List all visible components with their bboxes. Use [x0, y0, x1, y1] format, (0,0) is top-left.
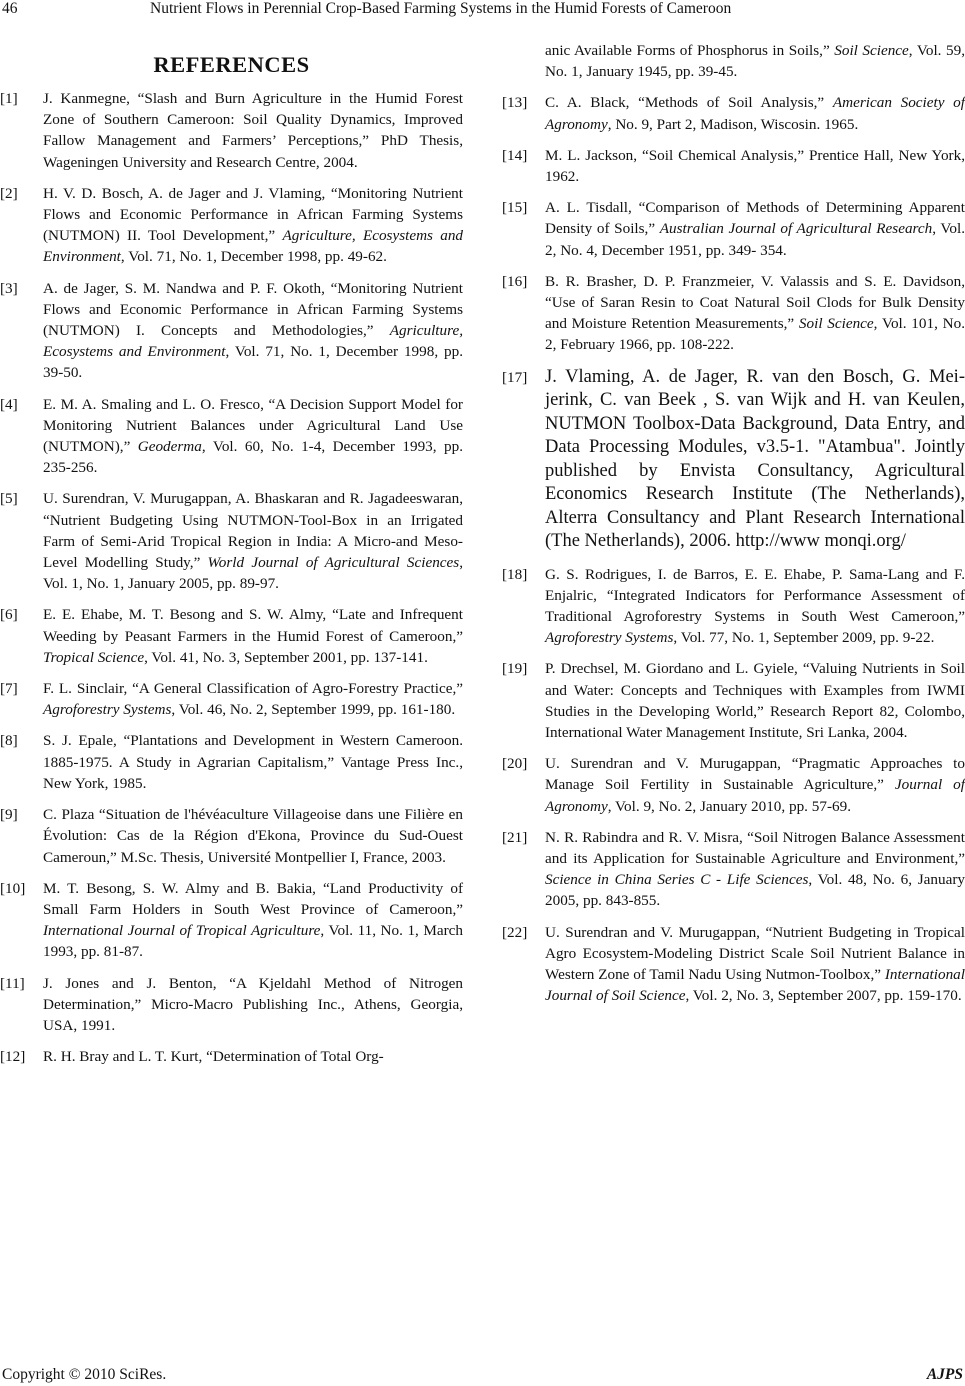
reference-number: [21] — [502, 828, 528, 846]
running-header — [0, 0, 965, 24]
reference-text-segment: F. L. Sinclair, “A General Classification of Agro-Forestry Practice,” — [43, 680, 463, 698]
reference-number: [9] — [0, 806, 18, 824]
running-title: Nutrient Flows in Perennial Crop-Based Farming Systems in the Humid Forests of Cameroon — [150, 0, 732, 17]
reference-number: [11] — [0, 974, 25, 992]
reference-text — [545, 827, 965, 912]
reference-text — [545, 658, 965, 743]
reference-entry — [502, 922, 965, 1007]
reference-entry — [502, 271, 965, 356]
reference-entry — [0, 1046, 463, 1067]
reference-italic-segment: Soil Science — [834, 42, 909, 59]
left-column — [0, 52, 463, 1077]
reference-text-segment: J. Vlaming, A. de Jager, R. van den Bosch, G. Meijerink, C. van Beek , S. van Wijk and H. van Keulen, NUTMON Toolbox-Data Background, Data Entry, and Data Processing Modules, v3.5-1. "Atambua". Jointly published by Envista Consultancy, Agricultural Economics Research Institute (The Netherlands), Alterra Consultancy and Plant Research International (The Netherlands), 2006. http://www monqi.org/ — [545, 366, 965, 552]
reference-text-segment: J. Jones and J. Benton, “A Kjeldahl Method of Nitrogen Determination,” Micro-Macro Publishing Inc., Athens, Georgia, USA, 1991. — [43, 974, 463, 1034]
reference-text-segment: G. S. Rodrigues, I. de Barros, E. E. Ehabe, P. Sama-Lang and F. Enjalric, “Integrated Indicators for Performance Assessment of Traditional Agroforestry Systems in South West Cameroon,” — [545, 565, 965, 626]
reference-number: [12] — [0, 1048, 26, 1066]
reference-12-continuation — [545, 40, 965, 82]
reference-number: [15] — [502, 199, 528, 217]
reference-text — [43, 278, 463, 384]
reference-entry — [0, 488, 463, 594]
reference-text — [545, 145, 965, 187]
reference-text — [43, 488, 463, 594]
reference-entry — [0, 973, 463, 1037]
reference-italic-segment: American Society of Agronomy — [545, 94, 965, 133]
reference-italic-segment: Australian Journal of Agricultural Research — [659, 220, 933, 238]
reference-entry — [0, 878, 463, 963]
reference-text-segment: , Vol. 71, No. 1, December 1998, pp. 39-50. — [43, 343, 463, 382]
reference-number: [1] — [0, 90, 18, 107]
reference-italic-segment: Geoderma — [137, 438, 202, 456]
reference-text-segment: E. E. Ehabe, M. T. Besong and S. W. Almy, “Late and Infrequent Weeding by Peasant Farmers in the Humid Forest of Cameroon,” — [43, 606, 463, 645]
page-number: 46 — [2, 0, 18, 17]
reference-text-segment: P. Drechsel, M. Giordano and L. Gyiele, “Valuing Nutrients in Soil and Water: Concepts and Techniques with Examples from IWMI Studies in the Developing World,” Research Report 82, Colombo, International Water Management Institute, Sri Lanka, 2004. — [545, 660, 965, 742]
reference-text-segment: , Vol. 41, No. 3, September 2001, pp. 137-141. — [144, 648, 428, 666]
reference-number: [2] — [0, 184, 18, 202]
reference-text — [545, 92, 965, 134]
reference-number: [18] — [502, 565, 528, 583]
reference-text — [43, 183, 463, 268]
reference-text-segment: , Vol. 1, No. 1, January 2005, pp. 89-97. — [43, 554, 463, 593]
reference-text-segment: , Vol. 11, No. 1, March 1993, pp. 81-87. — [43, 922, 463, 961]
reference-italic-segment: World Journal of Agricultural Sciences — [207, 554, 460, 572]
reference-text — [43, 973, 463, 1037]
reference-number: [14] — [502, 146, 528, 164]
reference-text — [43, 878, 463, 963]
reference-text-segment: anic Available Forms of Phosphorus in Soils,” — [545, 42, 835, 59]
reference-text — [43, 604, 463, 668]
reference-entry — [0, 678, 463, 720]
reference-italic-segment: International Journal of Soil Science — [545, 966, 965, 1005]
copyright-notice: Copyright © 2010 SciRes. — [2, 1366, 167, 1383]
reference-number: [17] — [502, 368, 528, 386]
reference-list-left — [0, 88, 463, 1067]
reference-number: [16] — [502, 272, 528, 290]
reference-text-segment: B. R. Brasher, D. P. Franzmeier, V. Valassis and S. E. Davidson, “Use of Saran Resin to Coat Natural Soil Clods for Bulk Density and Moisture Retention Measurements,” — [545, 272, 965, 333]
reference-text — [43, 804, 463, 868]
reference-italic-segment: Tropical Science — [43, 648, 145, 666]
reference-italic-segment: Agroforestry Systems — [43, 701, 172, 719]
reference-number: [13] — [502, 94, 528, 112]
reference-italic-segment: Agriculture, Ecosystems and Environment — [43, 227, 464, 266]
reference-number: [20] — [502, 755, 528, 773]
reference-entry — [0, 278, 463, 384]
reference-text-segment: , Vol. 71, No. 1, December 1998, pp. 49-62. — [120, 248, 387, 266]
reference-text-segment: , No. 9, Part 2, Madison, Wiscosin. 1965. — [607, 115, 859, 133]
reference-italic-segment: Agriculture, Ecosystems and Environment — [43, 322, 463, 361]
reference-text-segment: E. M. A. Smaling and L. O. Fresco, “A Decision Support Model for Monitoring Nutrient Balances under Agricultural Land Use (NUTMON),” — [43, 395, 463, 456]
reference-entry — [0, 804, 463, 868]
reference-entry — [502, 753, 965, 817]
reference-entry — [502, 197, 965, 261]
reference-text-segment: M. L. Jackson, “Soil Chemical Analysis,” Prentice Hall, New York, 1962. — [545, 146, 965, 186]
reference-text-segment: , Vol. 2, No. 3, September 2007, pp. 159-170. — [685, 987, 962, 1005]
reference-text — [545, 271, 965, 356]
reference-entry — [0, 394, 463, 479]
reference-entry — [0, 730, 463, 794]
reference-text-segment: , Vol. 46, No. 2, September 1999, pp. 161-180. — [171, 701, 456, 719]
reference-text-segment: M. T. Besong, S. W. Almy and B. Bakia, “Land Productivity of Small Farm Holders in South West Province of Cameroon,” — [43, 879, 463, 918]
reference-number: [8] — [0, 732, 18, 750]
reference-text-segment: , Vol. 77, No. 1, September 2009, pp. 9-22. — [673, 629, 935, 647]
reference-text-segment: , Vol. 2, No. 4, December 1951, pp. 349- 354. — [545, 220, 965, 259]
reference-text-segment: U. Surendran, V. Murugappan, A. Bhaskaran and R. Jagadeeswaran, “Nutrient Budgeting Using NUTMON-Tool-Box in an Irrigated Farm of Semi-Arid Tropical Region in India: A Micro-and Meso-Level Modelling Study,” — [43, 490, 463, 572]
reference-text — [43, 88, 463, 173]
reference-text — [43, 730, 463, 794]
reference-entry — [502, 366, 965, 554]
reference-entry — [502, 92, 965, 134]
reference-text — [545, 197, 965, 261]
reference-italic-segment: Journal of Agronomy — [545, 776, 965, 815]
reference-italic-segment: Science in China Series C - Life Sciences — [545, 871, 809, 889]
reference-number: [3] — [0, 279, 18, 297]
reference-text-segment: U. Surendran and V. Murugappan, “Pragmatic Approaches to Manage Soil Fertility in Sustainable Agriculture,” — [545, 755, 965, 794]
reference-text — [545, 366, 965, 554]
reference-text — [545, 922, 965, 1007]
reference-text-segment: , Vol. 48, No. 6, January 2005, pp. 843-855. — [545, 871, 965, 910]
reference-text — [545, 753, 965, 817]
reference-italic-segment: Agroforestry Systems — [545, 629, 674, 647]
reference-text-segment: N. R. Rabindra and R. V. Misra, “Soil Nitrogen Balance Assessment and its Application for Sustainable Agriculture and Environment,” — [545, 828, 965, 868]
reference-italic-segment: International Journal of Tropical Agriculture — [43, 922, 321, 940]
reference-text — [43, 678, 463, 720]
reference-text-segment: A. L. Tisdall, “Comparison of Methods of Determining Apparent Density of Soils,” — [545, 199, 965, 238]
reference-number: [7] — [0, 680, 18, 698]
reference-number: [19] — [502, 660, 528, 678]
section-title: REFERENCES — [153, 52, 310, 77]
reference-number: [6] — [0, 606, 18, 624]
reference-entry — [0, 183, 463, 268]
reference-text-segment: , Vol. 59, No. 1, January 1945, pp. 39-45. — [545, 42, 965, 81]
reference-entry — [502, 827, 965, 912]
right-column — [502, 40, 965, 1017]
reference-number: [4] — [0, 395, 18, 413]
reference-italic-segment: Soil Science — [798, 315, 874, 333]
reference-entry — [502, 145, 965, 187]
reference-text-segment: S. J. Epale, “Plantations and Development in Western Cameroon. 1885-1975. A Study in Agrarian Capitalism,” Vantage Press Inc., New York, 1985. — [43, 732, 463, 792]
page-footer — [0, 1366, 965, 1386]
reference-text-segment: J. Kanmegne, “Slash and Burn Agriculture in the Humid Forest Zone of Southern Cameroon: Soil Quality Dynamics, Improved Fallow Management and Farmers’ Perceptions,” PhD Thesis, Wageningen University and Research Centre, 2004. — [43, 90, 463, 171]
reference-text-segment: H. V. D. Bosch, A. de Jager and J. Vlaming, “Monitoring Nutrient Flows and Economic Performance in African Farming Systems (NUTMON) II. Tool Development,” — [43, 184, 463, 245]
reference-entry — [0, 88, 463, 173]
reference-text-segment: , Vol. 101, No. 2, February 1966, pp. 108-222. — [545, 315, 965, 354]
reference-text-segment: U. Surendran and V. Murugappan, “Nutrient Budgeting in Tropical Agro Ecosystem-Modeling District Scale Soil Nutrient Balance in Western Zone of Tamil Nadu Using Nutmon-Toolbox,” — [545, 923, 965, 984]
reference-entry — [502, 564, 965, 649]
reference-text-segment: R. H. Bray and L. T. Kurt, “Determination of Total Org- — [43, 1048, 384, 1066]
reference-text — [43, 394, 463, 479]
journal-abbreviation: AJPS — [926, 1366, 963, 1383]
reference-text-segment: , Vol. 9, No. 2, January 2010, pp. 57-69. — [607, 797, 851, 815]
reference-text-segment: C. A. Black, “Methods of Soil Analysis,” — [545, 94, 833, 112]
reference-text — [545, 564, 965, 649]
reference-entry — [0, 604, 463, 668]
reference-list-right — [502, 92, 965, 1006]
reference-text-segment: , Vol. 60, No. 1-4, December 1993, pp. 235-256. — [43, 438, 463, 477]
reference-text — [43, 1046, 463, 1067]
reference-text-segment: A. de Jager, S. M. Nandwa and P. F. Okoth, “Monitoring Nutrient Flows and Economic Performance in African Farming Systems (NUTMON) I. Concepts and Methodologies,” — [43, 279, 463, 340]
reference-number: [5] — [0, 490, 18, 508]
reference-number: [10] — [0, 879, 26, 897]
reference-text-segment: C. Plaza “Situation de l'hévéaculture Villageoise dans une Filière en Évolution: Cas de la Région d'Ekona, Province du Sud-Ouest Cameroun,” M.Sc. Thesis, Université Montpellier I, France, 2003. — [43, 806, 463, 866]
reference-entry — [502, 658, 965, 743]
reference-number: [22] — [502, 923, 528, 941]
